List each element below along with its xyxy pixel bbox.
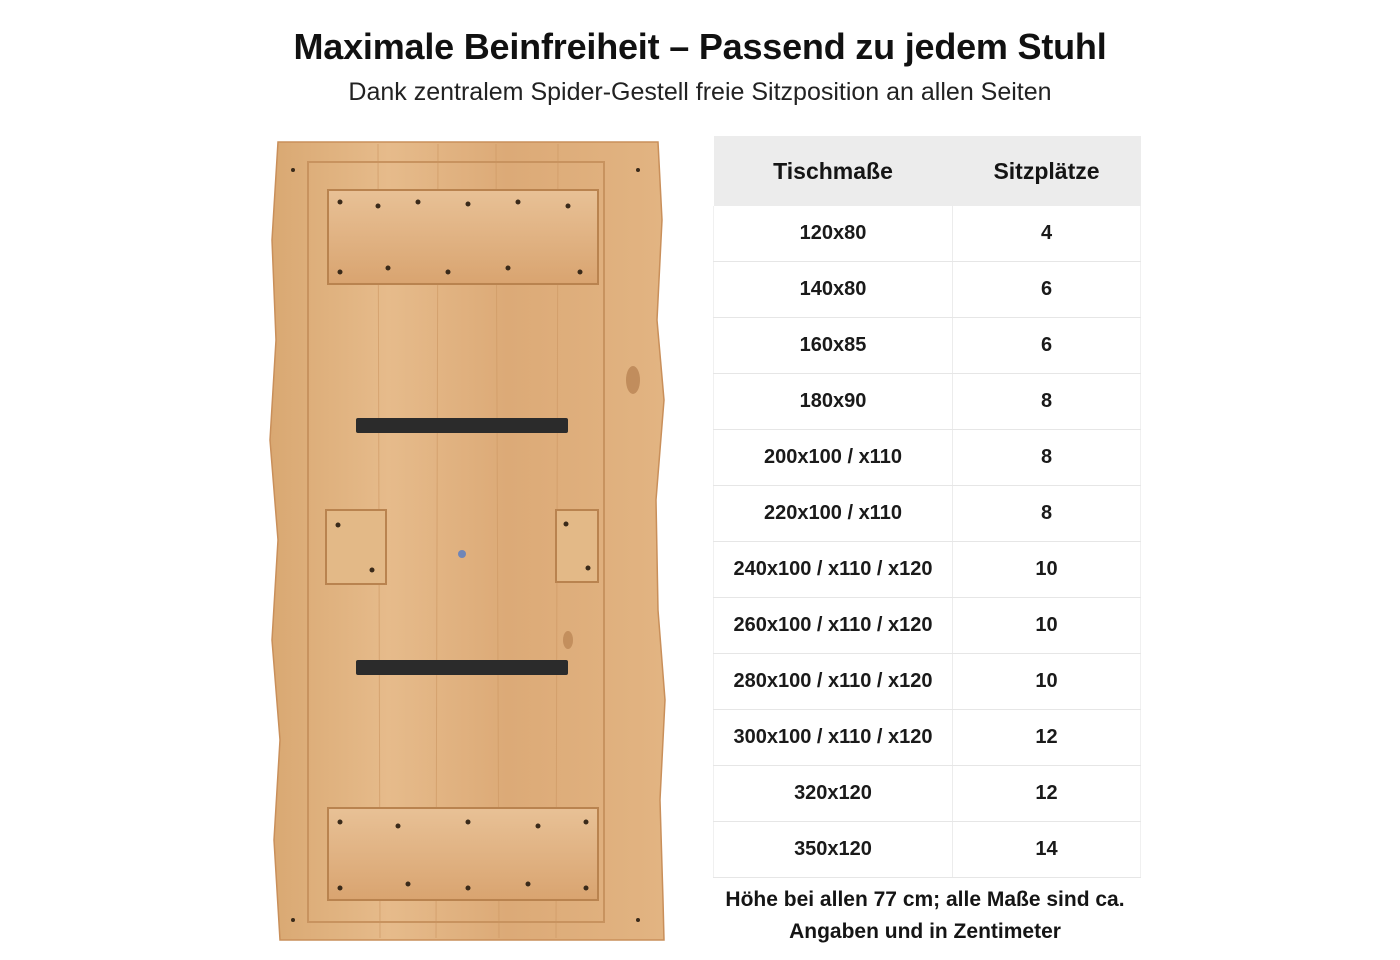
table-row [714,430,1141,486]
seats-cell: 6 [953,262,1141,318]
table-row [714,374,1141,430]
seats-cell: 8 [953,430,1141,486]
bottom-cross-plate [328,808,598,900]
table-row [714,542,1141,598]
footnote [700,884,1150,948]
lower-steel-bracket [356,660,568,675]
seats-cell: 6 [953,318,1141,374]
table-row [714,654,1141,710]
table-row [714,710,1141,766]
column-header-dimensions: Tischmaße [714,136,953,206]
dimension-cell: 240x100 / x110 / x120 [714,542,953,598]
left-side-block [326,510,386,584]
page-title: Maximale Beinfreiheit – Passend zu jedem Stuhl [293,26,1107,67]
dimension-cell: 180x90 [714,374,953,430]
size-table [713,136,1141,878]
dimension-cell: 160x85 [714,318,953,374]
dimension-cell: 300x100 / x110 / x120 [714,710,953,766]
dimension-cell: 140x80 [714,262,953,318]
seats-cell: 12 [953,766,1141,822]
upper-steel-bracket [356,418,568,433]
dimension-cell: 280x100 / x110 / x120 [714,654,953,710]
table-row [714,318,1141,374]
table-row [714,598,1141,654]
dimension-cell: 320x120 [714,766,953,822]
table-row [714,766,1141,822]
table-row [714,262,1141,318]
table-header-row [714,136,1141,206]
table-top-illustration [268,140,666,942]
seats-cell: 8 [953,374,1141,430]
table-row [714,206,1141,262]
seats-cell: 12 [953,710,1141,766]
right-side-block [556,510,598,582]
table-row [714,486,1141,542]
seats-cell: 4 [953,206,1141,262]
dimension-cell: 260x100 / x110 / x120 [714,598,953,654]
dimension-cell: 120x80 [714,206,953,262]
column-header-seats: Sitzplätze [953,136,1141,206]
top-cross-plate [328,190,598,284]
table-top-graphic [268,140,666,942]
seats-cell: 8 [953,486,1141,542]
table-row [714,822,1141,878]
dimension-cell: 350x120 [714,822,953,878]
footnote-line-2: Angaben und in Zentimeter [789,920,1061,943]
dimension-cell: 220x100 / x110 [714,486,953,542]
seats-cell: 10 [953,598,1141,654]
page-subtitle: Dank zentralem Spider-Gestell freie Sitzposition an allen Seiten [348,78,1052,106]
center-mark [458,550,466,558]
dimension-cell: 200x100 / x110 [714,430,953,486]
seats-cell: 10 [953,542,1141,598]
seats-cell: 14 [953,822,1141,878]
footnote-line-1: Höhe bei allen 77 cm; alle Maße sind ca. [725,888,1125,911]
seats-cell: 10 [953,654,1141,710]
